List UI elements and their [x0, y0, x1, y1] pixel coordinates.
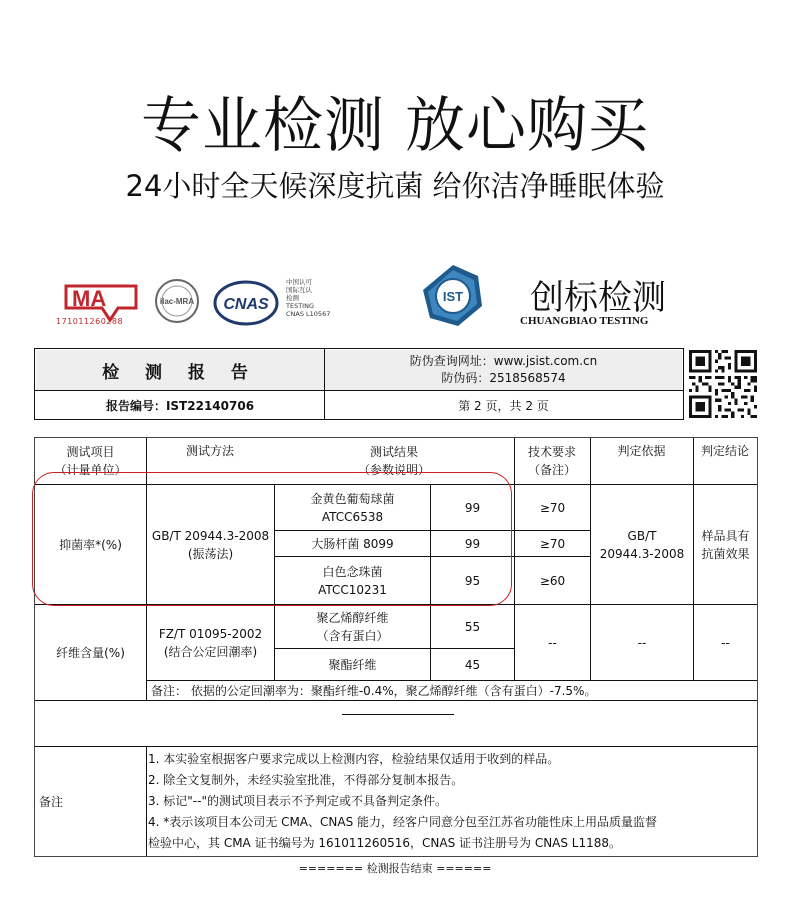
fiber-name: 聚酯纤维	[328, 657, 377, 672]
cnas-caption-line: TESTING	[286, 302, 314, 310]
anti-fake-url: 防伪查询网址：www.jsist.com.cn	[409, 354, 598, 368]
fiber-method	[147, 605, 274, 680]
subline: 24小时全天候深度抗菌 给你洁净睡眠体验	[125, 169, 665, 203]
header-text: （计量单位）	[54, 463, 127, 477]
brand-name-en: CHUANGBIAO TESTING	[520, 315, 649, 327]
header-text: 技术要求	[527, 445, 576, 459]
ilac-logo-text: ilac-MRA	[159, 297, 195, 306]
header-text: （备注）	[527, 463, 576, 477]
remarks-list	[148, 749, 756, 854]
blank-row-line	[342, 714, 454, 715]
header-text: 测试项目	[66, 445, 115, 459]
page-info: 第 2 页，共 2 页	[458, 398, 549, 413]
conclusion-text: 抗菌效果	[701, 546, 750, 561]
fiber-requirement: --	[548, 635, 557, 650]
ist-logo	[418, 262, 488, 330]
header-requirement	[514, 438, 590, 484]
fiber-item: 纤维含量(%)	[56, 645, 125, 660]
antibacterial-conclusion	[694, 485, 757, 604]
cnas-caption-line: 中国认可	[286, 278, 312, 286]
bacteria-name: 大肠杆菌 8099	[311, 536, 394, 551]
result-value: 99	[464, 500, 481, 515]
remark-line: 3. 标记"--"的测试项目表示不予判定或不具备判定条件。	[148, 794, 447, 808]
result-value: 95	[464, 573, 481, 588]
antibacterial-basis	[591, 485, 693, 604]
requirement-value: ≥60	[539, 573, 566, 588]
anti-fake-code: 防伪码：2518568574	[441, 371, 566, 385]
remark-line: 4. *表示该项目本公司无 CMA、CNAS 能力，经客户同意分包至江苏省功能性床上用品质量监督	[148, 815, 658, 829]
antibacterial-item: 抑菌率*(%)	[59, 537, 122, 552]
ilac-mra-logo	[150, 278, 204, 324]
divider	[146, 746, 147, 856]
report-title: 检 测 报 告	[36, 350, 324, 390]
cma-logo-text: MA	[72, 286, 107, 311]
header-test-method: 测试方法	[185, 444, 234, 458]
bacteria-name-text: ATCC10231	[318, 582, 387, 597]
result-value: 99	[464, 536, 481, 551]
header-basis: 判定依据	[617, 444, 666, 458]
fiber-conclusion: --	[721, 635, 730, 650]
ist-logo-text: IST	[442, 289, 464, 304]
method-text: (结合公定回潮率)	[163, 644, 258, 659]
conclusion-text: 样品具有	[701, 528, 750, 543]
report-number: 报告编号：IST22140706	[105, 398, 255, 413]
requirement-value: ≥70	[539, 500, 566, 515]
highlight-outline	[32, 472, 512, 606]
header-text: 测试结果	[369, 445, 418, 459]
cnas-logo	[212, 278, 280, 328]
header-text: （参数说明）	[357, 463, 430, 477]
cma-logo	[62, 276, 140, 336]
requirement-value: ≥70	[539, 536, 566, 551]
cnas-logo-text: CNAS	[223, 296, 269, 313]
header-conclusion: 判定结论	[700, 444, 749, 458]
fiber-value: 45	[464, 657, 481, 672]
remarks-label: 备注	[39, 794, 64, 809]
basis-text: 20944.3-2008	[599, 546, 685, 561]
bacteria-name-text: 白色念珠菌	[322, 564, 383, 579]
basis-text: GB/T	[627, 528, 657, 543]
fiber-note: 备注： 依据的公定回潮率为：聚酯纤维-0.4%，聚乙烯醇纤维（含有蛋白）-7.5%。	[151, 683, 597, 698]
method-text: (振荡法)	[187, 546, 234, 561]
remark-line: 2. 除全文复制外，未经实验室批准，不得部分复制本报告。	[148, 773, 464, 787]
method-text: FZ/T 01095-2002	[158, 626, 263, 641]
fiber-basis: --	[637, 635, 647, 650]
divider	[35, 700, 757, 701]
fiber-name-text: 聚乙烯醇纤维	[316, 610, 389, 625]
bacteria-name-text: 金黄色葡萄球菌	[310, 491, 395, 506]
brand-name-cn: 创标检测	[530, 278, 666, 318]
fiber-name-text: （含有蛋白）	[316, 628, 389, 643]
cnas-caption-line: 检测	[286, 294, 299, 302]
cnas-caption	[286, 278, 330, 318]
remark-line: 检验中心，其 CMA 证书编号为 161011260516，CNAS 证书注册号为 CNAS L1188。	[148, 836, 622, 850]
remark-line: 1. 本实验室根据客户要求完成以上检测内容，检验结果仅适用于收到的样品。	[148, 752, 560, 766]
cnas-caption-line: 国际互认	[286, 286, 312, 294]
report-end: ======= 检测报告结束 ======	[298, 862, 492, 875]
method-text: GB/T 20944.3-2008	[151, 528, 270, 543]
fiber-name	[275, 605, 430, 648]
bacteria-name-text: ATCC6538	[321, 509, 384, 524]
cma-number: 171011260288	[56, 317, 124, 326]
fiber-value: 55	[464, 619, 481, 634]
headline: 专业检测 放心购买	[140, 91, 650, 161]
anti-fake-info	[325, 350, 682, 390]
cnas-caption-line: CNAS L10567	[286, 310, 331, 318]
divider	[35, 390, 683, 391]
qr-code	[689, 350, 757, 418]
